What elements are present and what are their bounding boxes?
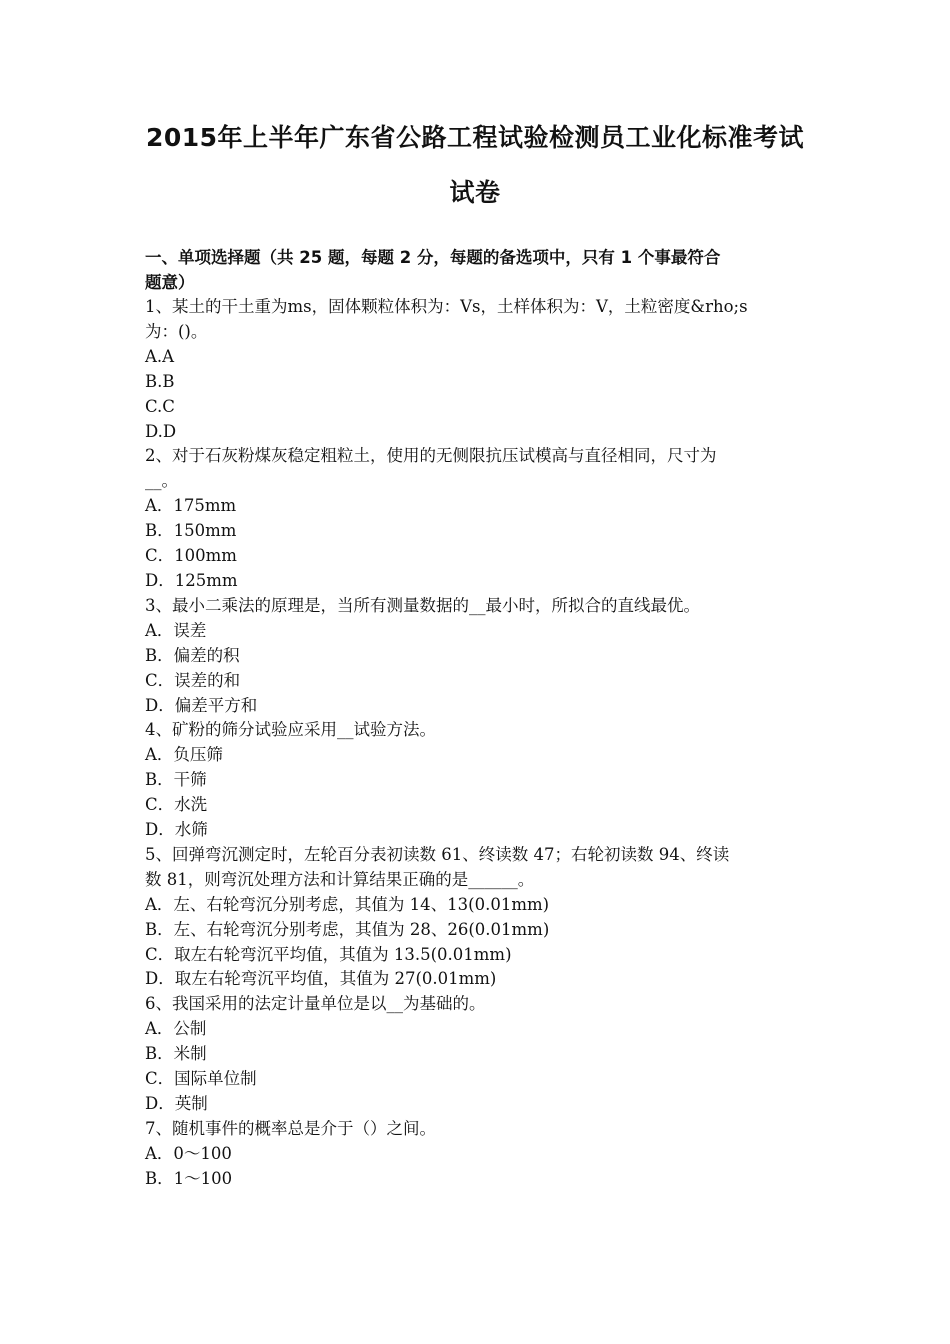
answer-option: C．100mm xyxy=(145,546,237,566)
answer-option: B．干筛 xyxy=(145,770,207,790)
answer-option: A．175mm xyxy=(145,496,237,516)
question-stem-line: 数 81，则弯沉处理方法和计算结果正确的是______。 xyxy=(145,869,535,889)
answer-option: A．负压筛 xyxy=(145,745,223,765)
question-6 xyxy=(145,992,807,1117)
question-stem-line: 3、最小二乘法的原理是，当所有测量数据的__最小时，所拟合的直线最优。 xyxy=(145,595,700,615)
section-header-line: 题意） xyxy=(145,273,195,292)
question-4 xyxy=(145,718,807,843)
answer-option: D．偏差平方和 xyxy=(145,695,258,715)
answer-option: C.C xyxy=(145,396,175,416)
answer-option: D.D xyxy=(145,421,177,441)
answer-option: D．英制 xyxy=(145,1094,208,1113)
question-3 xyxy=(145,594,807,719)
answer-option: A．左、右轮弯沉分别考虑，其值为 14、13(0.01mm) xyxy=(145,894,550,914)
answer-option: C．取左右轮弯沉平均值，其值为 13.5(0.01mm) xyxy=(145,944,512,964)
question-stem-line: 6、我国采用的法定计量单位是以__为基础的。 xyxy=(145,994,486,1014)
answer-option: D．水筛 xyxy=(145,820,208,840)
answer-option: B.B xyxy=(145,371,175,391)
section-header xyxy=(145,245,807,295)
document-title-line2: 试卷 xyxy=(449,178,501,207)
question-stem-line: 7、随机事件的概率总是介于（）之间。 xyxy=(145,1118,436,1138)
answer-option: C．水洗 xyxy=(145,795,208,815)
answer-option: D．取左右轮弯沉平均值，其值为 27(0.01mm) xyxy=(145,969,497,989)
answer-option: B．150mm xyxy=(145,521,237,541)
question-5 xyxy=(145,843,807,992)
answer-option: B．左、右轮弯沉分别考虑，其值为 28、26(0.01mm) xyxy=(145,919,550,939)
question-stem-line: 5、回弹弯沉测定时，左轮百分表初读数 61、终读数 47；右轮初读数 94、终读 xyxy=(145,844,730,864)
answer-option: C．国际单位制 xyxy=(145,1069,257,1089)
question-1 xyxy=(145,295,807,444)
answer-option: C．误差的和 xyxy=(145,670,241,690)
question-stem-line: 4、矿粉的筛分试验应采用__试验方法。 xyxy=(145,720,436,740)
answer-option: B．1～100 xyxy=(145,1168,233,1188)
answer-option: A．0～100 xyxy=(145,1143,232,1163)
question-stem-line: 为：()。 xyxy=(145,321,208,341)
answer-option: A．公制 xyxy=(145,1019,207,1039)
question-7 xyxy=(145,1117,807,1192)
answer-option: A.A xyxy=(145,346,175,366)
answer-option: B．米制 xyxy=(145,1044,207,1064)
answer-option: D．125mm xyxy=(145,570,238,590)
question-stem-line: __。 xyxy=(145,471,178,491)
question-list xyxy=(145,295,807,1192)
question-2 xyxy=(145,444,807,593)
document-body xyxy=(145,245,807,1192)
answer-option: A．误差 xyxy=(145,620,207,640)
question-stem-line: 1、某土的干土重为ms，固体颗粒体积为：Vs，土样体积为：V，土粒密度&rho;s xyxy=(145,297,748,316)
section-header-line: 一、单项选择题（共 25 题，每题 2 分，每题的备选项中，只有 1 个事最符合 xyxy=(145,248,721,267)
document-title-line1: 2015年上半年广东省公路工程试验检测员工业化标准考试 xyxy=(145,123,805,152)
answer-option: B．偏差的积 xyxy=(145,645,240,665)
question-stem-line: 2、对于石灰粉煤灰稳定粗粒土，使用的无侧限抗压试模高与直径相同，尺寸为 xyxy=(145,446,717,466)
